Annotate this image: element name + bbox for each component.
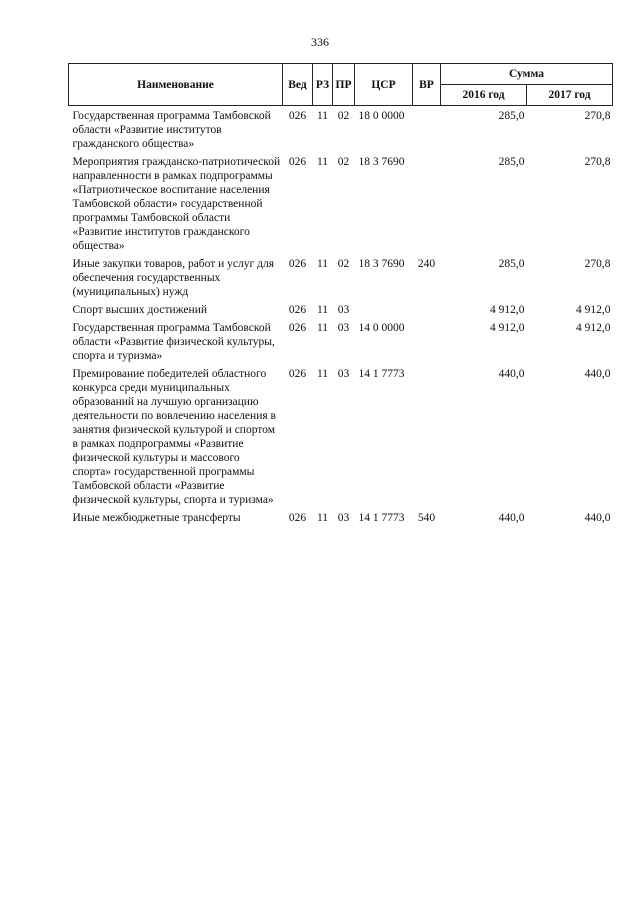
row-name: Мероприятия гражданско-патриотической направленности в рамках подпрограммы «Патриотическое воспитание населения Тамбовской области» государственной программы Тамбовской области «Развитие институтов гражданского общества» [72,156,281,252]
row-sum-2016: 285,0 [498,156,525,168]
page-number: 336 [311,35,329,49]
table-row [69,155,613,257]
row-sum-2017: 270,8 [584,156,611,168]
row-vr: 240 [417,258,436,270]
row-sum-2016: 4 912,0 [490,304,525,316]
row-pr: 03 [337,322,350,334]
header-rz: РЗ [313,64,333,106]
row-rz: 11 [316,322,329,334]
table-row [69,106,613,156]
row-name: Государственная программа Тамбовской области «Развитие физической культуры, спорта и туризма» [72,322,275,362]
row-vr [413,155,441,257]
row-pr: 03 [337,368,350,380]
row-csr: 14 1 7773 [358,368,405,380]
row-rz: 11 [316,110,329,122]
row-name: Премирование победителей областного конкурса среди муниципальных образований на лучшую организацию деятельности по вовлечению населения в занятия физической культурой и спортом в рамках подпрограммы «Развитие физической культуры и массового спорта» государственной программы Тамбовской области «Развитие физической культуры, спорта и туризма» [72,368,276,506]
table-row [69,321,613,367]
row-sum-2017: 4 912,0 [576,322,611,334]
header-ved: Вед [283,64,313,106]
row-rz: 11 [316,258,329,270]
row-ved: 026 [288,156,307,168]
table-row [69,257,613,303]
row-sum-2017: 4 912,0 [576,304,611,316]
header-csr: ЦСР [355,64,413,106]
row-ved: 026 [288,512,307,524]
row-rz: 11 [316,156,329,168]
row-csr: 18 3 7690 [358,258,405,270]
row-vr [413,321,441,367]
row-ved: 026 [288,110,307,122]
row-pr: 02 [337,110,350,122]
row-name: Спорт высших достижений [72,304,208,316]
row-pr: 02 [337,258,350,270]
table-body [69,106,613,530]
row-name: Иные закупки товаров, работ и услуг для обеспечения государственных (муниципальных) нужд [72,258,274,298]
row-ved: 026 [288,304,307,316]
row-sum-2016: 285,0 [498,110,525,122]
row-csr: 14 0 0000 [358,322,405,334]
row-rz: 11 [316,368,329,380]
table-row [69,367,613,511]
row-pr: 03 [337,512,350,524]
row-ved: 026 [288,322,307,334]
header-year-2017: 2017 год [527,85,613,106]
row-name: Иные межбюджетные трансферты [72,512,241,524]
header-year-2016: 2016 год [441,85,527,106]
row-rz: 11 [316,512,329,524]
row-ved: 026 [288,258,307,270]
header-name: Наименование [69,64,283,106]
row-vr [413,303,441,321]
row-sum-2017: 270,8 [584,258,611,270]
row-sum-2017: 270,8 [584,110,611,122]
row-csr: 14 1 7773 [358,512,405,524]
budget-table [68,63,613,529]
header-pr: ПР [333,64,355,106]
table-row [69,511,613,529]
row-ved: 026 [288,368,307,380]
row-pr: 03 [337,304,350,316]
header-sum: Сумма [441,64,613,85]
row-vr [413,367,441,511]
row-csr: 18 0 0000 [358,110,405,122]
row-vr: 540 [417,512,436,524]
row-sum-2016: 440,0 [498,368,525,380]
row-csr [355,303,413,321]
row-sum-2016: 285,0 [498,258,525,270]
row-name: Государственная программа Тамбовской области «Развитие институтов гражданского общества» [72,110,271,150]
row-sum-2017: 440,0 [584,368,611,380]
row-sum-2017: 440,0 [584,512,611,524]
row-csr: 18 3 7690 [358,156,405,168]
row-vr [413,106,441,156]
row-rz: 11 [316,304,329,316]
row-sum-2016: 440,0 [498,512,525,524]
header-vr: ВР [413,64,441,106]
table-row [69,303,613,321]
row-sum-2016: 4 912,0 [490,322,525,334]
row-pr: 02 [337,156,350,168]
